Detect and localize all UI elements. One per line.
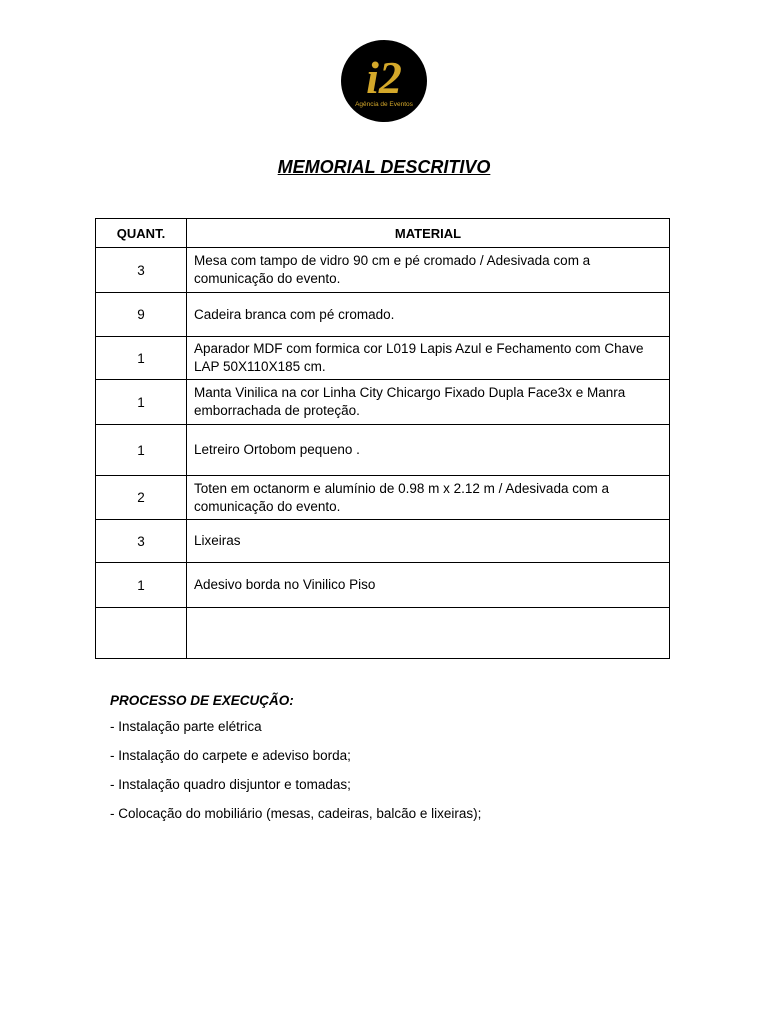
material-cell: Adesivo borda no Vinilico Piso xyxy=(187,563,670,608)
logo-text: i2 xyxy=(366,52,402,103)
process-step: - Instalação do carpete e adeviso borda; xyxy=(110,748,351,763)
material-cell: Cadeira branca com pé cromado. xyxy=(187,293,670,337)
process-step: - Colocação do mobiliário (mesas, cadeiras, balcão e lixeiras); xyxy=(110,806,482,821)
quantity-cell: 1 xyxy=(96,425,187,476)
table-row xyxy=(96,476,670,520)
process-step: - Instalação parte elétrica xyxy=(110,719,262,734)
material-cell: Lixeiras xyxy=(187,520,670,563)
quantity-cell: 9 xyxy=(96,293,187,337)
table-row xyxy=(96,293,670,337)
table-header-row xyxy=(96,219,670,248)
agency-logo xyxy=(341,40,427,122)
table-row xyxy=(96,248,670,293)
quantity-cell xyxy=(96,608,187,659)
logo-subtitle: Agência de Eventos xyxy=(355,101,413,108)
material-cell: Manta Vinilica na cor Linha City Chicargo Fixado Dupla Face3x e Manra emborrachada de proteção. xyxy=(187,380,670,425)
header-material: MATERIAL xyxy=(187,219,670,248)
table-row xyxy=(96,337,670,380)
quantity-cell: 3 xyxy=(96,520,187,563)
table-row xyxy=(96,380,670,425)
material-cell: Letreiro Ortobom pequeno . xyxy=(187,425,670,476)
table-row xyxy=(96,425,670,476)
table-row xyxy=(96,608,670,659)
table-row xyxy=(96,520,670,563)
process-title: PROCESSO DE EXECUÇÃO: xyxy=(110,693,294,708)
quantity-cell: 2 xyxy=(96,476,187,520)
table-row xyxy=(96,563,670,608)
material-cell xyxy=(187,608,670,659)
header-quantity: QUANT. xyxy=(96,219,187,248)
quantity-cell: 1 xyxy=(96,380,187,425)
process-step: - Instalação quadro disjuntor e tomadas; xyxy=(110,777,351,792)
quantity-cell: 1 xyxy=(96,563,187,608)
material-cell: Aparador MDF com formica cor L019 Lapis Azul e Fechamento com Chave LAP 50X110X185 cm. xyxy=(187,337,670,380)
quantity-cell: 3 xyxy=(96,248,187,293)
material-cell: Mesa com tampo de vidro 90 cm e pé cromado / Adesivada com a comunicação do evento. xyxy=(187,248,670,293)
process-section xyxy=(110,693,481,835)
materials-table xyxy=(95,218,670,659)
quantity-cell: 1 xyxy=(96,337,187,380)
page-title: MEMORIAL DESCRITIVO xyxy=(277,157,491,177)
material-cell: Toten em octanorm e alumínio de 0.98 m x 2.12 m / Adesivada com a comunicação do evento. xyxy=(187,476,670,520)
